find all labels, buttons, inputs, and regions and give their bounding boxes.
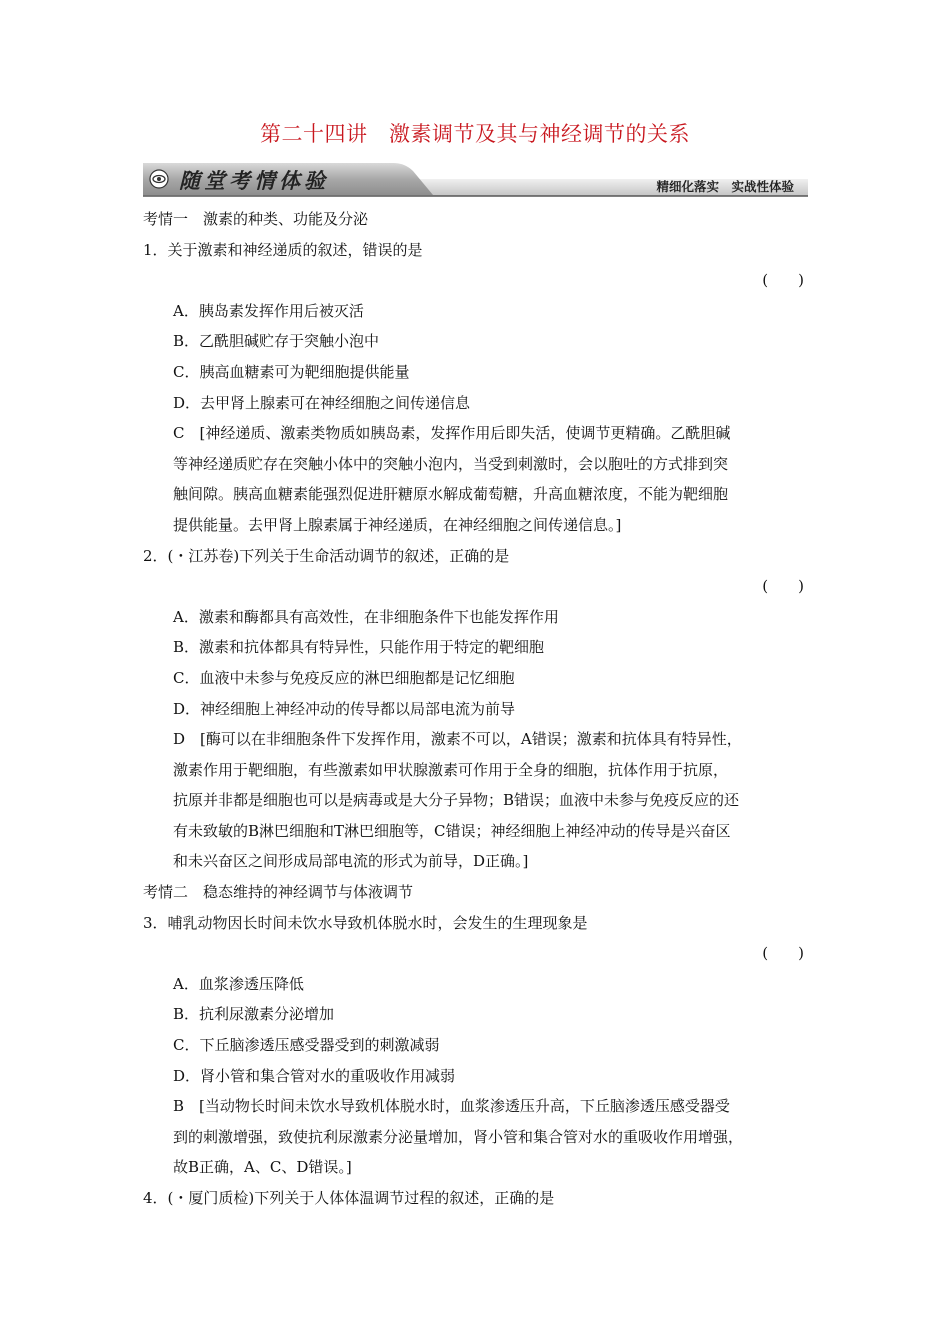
answer-explanation: D [酶可以在非细胞条件下发挥作用，激素不可以，A错误；激素和抗体具有特异性， [173,730,742,749]
answer-explanation-line: 有未致敏的B淋巴细胞和T淋巴细胞等，C错误；神经细胞上神经冲动的传导是兴奋区 [173,821,731,840]
answer-option: D．神经细胞上神经冲动的传导都以局部电流为前导 [173,699,516,718]
answer-explanation-line: 等神经递质贮存在突触小体中的突触小泡内，当受到刺激时，会以胞吐的方式排到突 [173,454,729,473]
question-stem: 3．哺乳动物因长时间未饮水导致机体脱水时，会发生的生理现象是 [143,913,588,932]
answer-explanation: B [当动物长时间未饮水导致机体脱水时，血浆渗透压升高，下丘脑渗透压感受器受 [173,1097,730,1116]
answer-explanation-line: 到的刺激增强，致使抗利尿激素分泌量增加，肾小管和集合管对水的重吸收作用增强， [173,1127,744,1146]
answer-explanation-line: 触间隙。胰高血糖素能强烈促进肝糖原水解成葡萄糖，升高血糖浓度，不能为靶细胞 [173,485,729,504]
answer-option: D．肾小管和集合管对水的重吸收作用减弱 [173,1066,456,1085]
answer-option: A．血浆渗透压降低 [173,974,304,993]
answer-blank: ( ) [762,577,804,596]
banner-title: 随堂考情体验 [179,168,329,193]
answer-option: C．血液中未参与免疫反应的淋巴细胞都是记忆细胞 [173,668,515,687]
answer-option: B．乙酰胆碱贮存于突触小泡中 [173,332,380,351]
answer-option: A．激素和酶都具有高效性，在非细胞条件下也能发挥作用 [173,607,559,626]
section-heading: 考情二 稳态维持的神经调节与体液调节 [143,883,414,902]
question-stem: 1．关于激素和神经递质的叙述，错误的是 [143,240,423,259]
answer-option: A．胰岛素发挥作用后被灭活 [173,301,364,320]
answer-explanation-line: 故B正确，A、C、D错误。] [173,1158,352,1177]
answer-explanation-line: 激素作用于靶细胞，有些激素如甲状腺激素可作用于全身的细胞，抗体作用于抗原， [173,760,729,779]
answer-explanation-line: 抗原并非都是细胞也可以是病毒或是大分子异物；B错误；血液中未参与免疫反应的还 [173,791,740,810]
answer-option: C．胰高血糖素可为靶细胞提供能量 [173,362,410,381]
document-body [143,204,808,1214]
banner-subtitle: 精细化落实 实战性体验 [656,179,794,194]
answer-option: D．去甲肾上腺素可在神经细胞之间传递信息 [173,393,471,412]
question-stem: 2．(・江苏卷)下列关于生命活动调节的叙述，正确的是 [143,546,510,565]
eye-icon [149,169,169,189]
answer-blank: ( ) [762,271,804,290]
answer-option: B．激素和抗体都具有特异性，只能作用于特定的靶细胞 [173,638,545,657]
answer-explanation-line: 和未兴奋区之间形成局部电流的形式为前导，D正确。] [173,852,529,871]
section-banner [143,161,808,197]
page-title: 第二十四讲 激素调节及其与神经调节的关系 [260,122,690,146]
question-stem: 4．(・厦门质检)下列关于人体体温调节过程的叙述，正确的是 [143,1189,555,1207]
answer-blank: ( ) [762,944,804,963]
section-heading: 考情一 激素的种类、功能及分泌 [143,210,369,228]
answer-explanation-line: 提供能量。去甲肾上腺素属于神经递质，在神经细胞之间传递信息。] [173,515,622,534]
answer-option: B．抗利尿激素分泌增加 [173,1005,335,1024]
answer-explanation: C [神经递质、激素类物质如胰岛素，发挥作用后即失活，使调节更精确。乙酰胆碱 [173,424,731,443]
answer-option: C．下丘脑渗透压感受器受到的刺激减弱 [173,1036,440,1055]
